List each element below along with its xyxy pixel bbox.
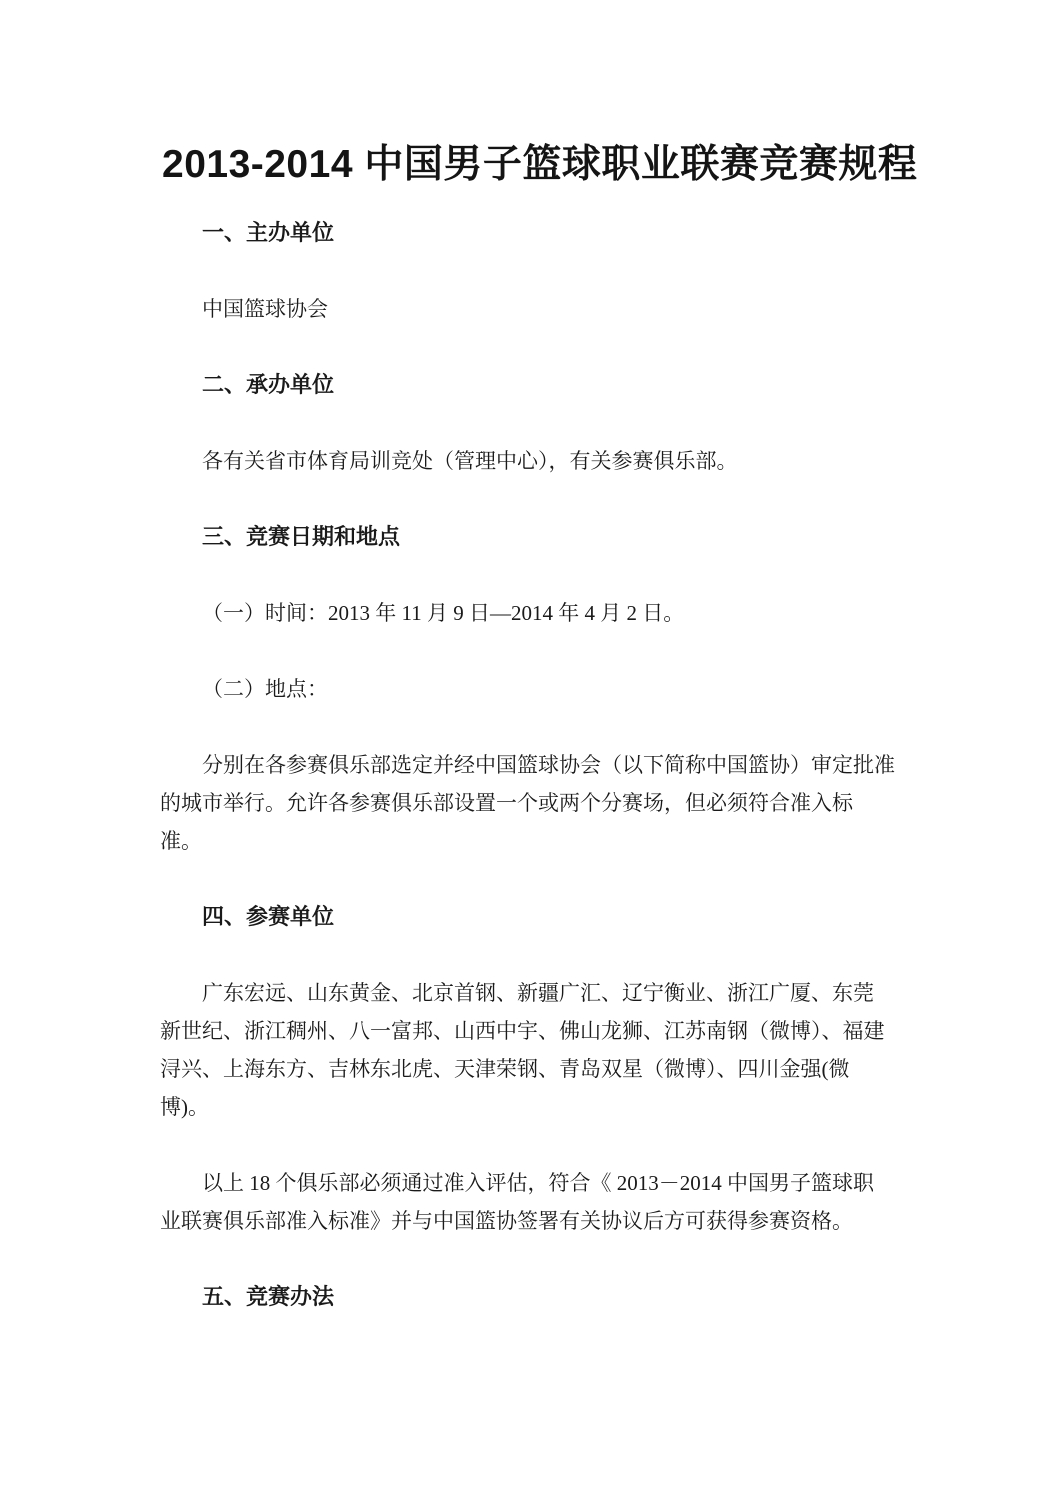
section-heading: 四、参赛单位 <box>202 904 335 929</box>
document-title: 2013-2014 中国男子篮球职业联赛竞赛规程 <box>162 143 918 186</box>
paragraph-line: 新世纪、浙江稠州、八一富邦、山西中宇、佛山龙狮、江苏南钢（微博）、福建 <box>160 1019 885 1043</box>
paragraph-line: （二）地点： <box>202 677 328 701</box>
section-heading: 一、主办单位 <box>202 220 335 245</box>
paragraph <box>160 670 941 708</box>
section-heading: 五、竞赛办法 <box>202 1284 335 1309</box>
paragraph <box>160 442 941 480</box>
paragraph-line: 的城市举行。允许各参赛俱乐部设置一个或两个分赛场，但必须符合准入标 <box>160 791 853 815</box>
paragraph-line: 以上 18 个俱乐部必须通过准入评估，符合《 2013－2014 中国男子篮球职 <box>202 1171 874 1195</box>
section-participating-units <box>160 898 941 1240</box>
section-organizing-unit <box>160 366 941 480</box>
paragraph <box>160 746 941 860</box>
paragraph-line: 各有关省市体育局训竞处（管理中心），有关参赛俱乐部。 <box>202 449 738 473</box>
paragraph-line: 分别在各参赛俱乐部选定并经中国篮球协会（以下简称中国篮协）审定批准 <box>202 753 895 777</box>
paragraph <box>160 594 941 632</box>
section-competition-method <box>160 1278 941 1316</box>
paragraph-line: 准。 <box>160 829 202 853</box>
paragraph-line: 广东宏远、山东黄金、北京首钢、新疆广汇、辽宁衡业、浙江广厦、东莞 <box>202 981 874 1005</box>
section-hosting-unit <box>160 214 941 328</box>
section-heading: 三、竞赛日期和地点 <box>202 524 401 549</box>
paragraph-line: （一）时间：2013 年 11 月 9 日—2014 年 4 月 2 日。 <box>202 601 685 625</box>
paragraph-line: 博)。 <box>160 1095 209 1119</box>
paragraph-line: 浔兴、上海东方、吉林东北虎、天津荣钢、青岛双星（微博）、四川金强(微 <box>160 1057 850 1081</box>
section-dates-and-venues <box>160 518 941 860</box>
paragraph <box>160 974 941 1126</box>
section-heading: 二、承办单位 <box>202 372 335 397</box>
paragraph-line: 业联赛俱乐部准入标准》并与中国篮协签署有关协议后方可获得参赛资格。 <box>160 1209 853 1233</box>
paragraph-line: 中国篮球协会 <box>202 297 328 321</box>
paragraph <box>160 290 941 328</box>
paragraph <box>160 1164 941 1240</box>
